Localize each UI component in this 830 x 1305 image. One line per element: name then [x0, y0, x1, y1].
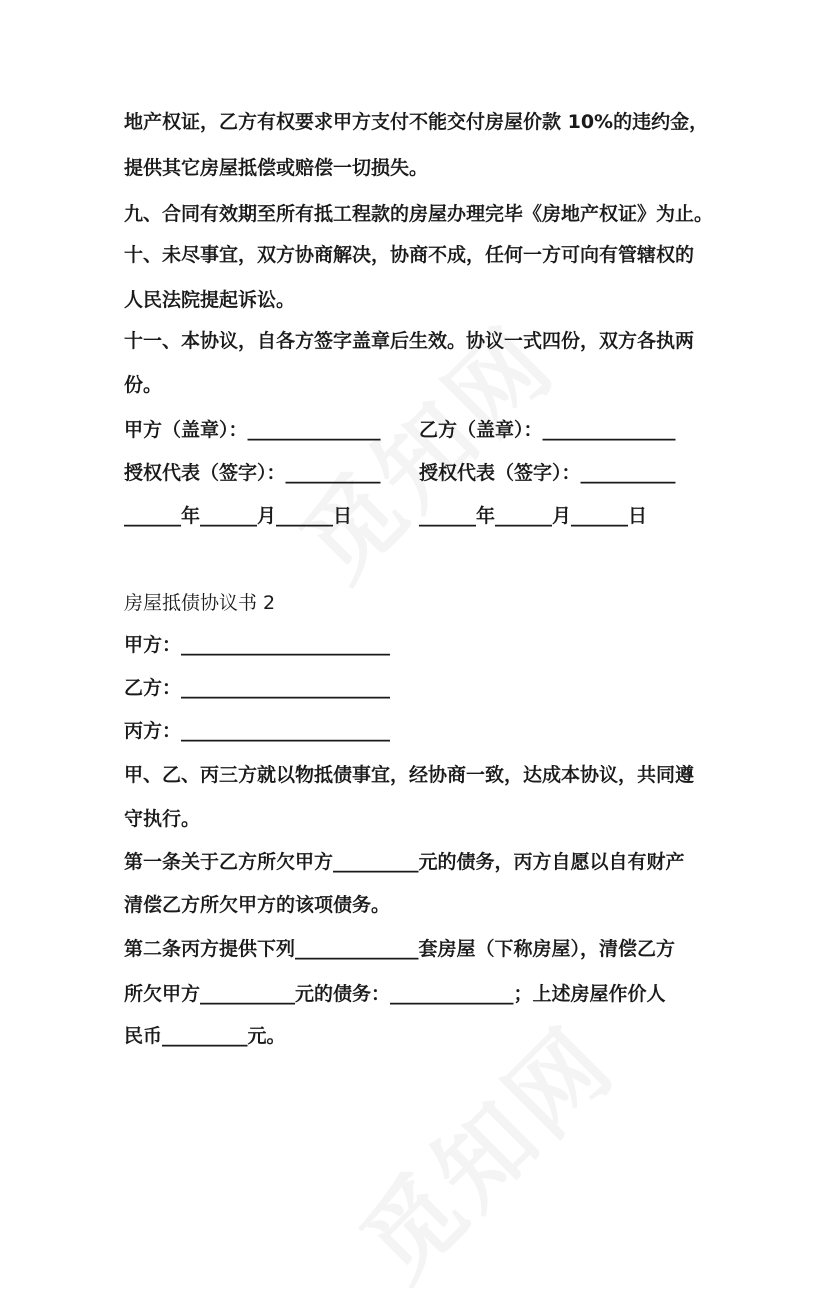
article-2: 第二条丙方提供下列_____________套房屋（下称房屋），清偿乙方	[124, 938, 676, 960]
paragraph-line: 地产权证，乙方有权要求甲方支付不能交付房屋价款 10%的违约金，	[124, 111, 709, 133]
party-a-seal: 甲方（盖章）：______________	[124, 419, 381, 441]
party-a-representative: 授权代表（签字）：__________	[124, 462, 381, 484]
party-b-line: 乙方：______________________	[124, 677, 391, 699]
clause-9: 九、合同有效期至所有抵工程款的房屋办理完毕《房地产权证》为止。	[124, 203, 714, 225]
section-title: 房屋抵债协议书 2	[124, 592, 276, 614]
party-b-date: ______年______月______日	[419, 505, 648, 527]
clause-11: 十一、本协议，自各方签字盖章后生效。协议一式四份，双方各执两	[124, 330, 695, 352]
party-b-representative: 授权代表（签字）：__________	[419, 462, 676, 484]
intro-line: 甲、乙、丙三方就以物抵债事宜，经协商一致，达成本协议，共同遵	[124, 764, 695, 786]
paragraph-line: 民币_________元。	[124, 1025, 286, 1047]
party-a-line: 甲方：______________________	[124, 634, 391, 656]
clause-10: 十、未尽事宜，双方协商解决，协商不成，任何一方可向有管辖权的	[124, 244, 695, 266]
paragraph-line: 守执行。	[124, 808, 201, 830]
party-a-date: ______年______月______日	[124, 505, 353, 527]
paragraph-line: 提供其它房屋抵偿或赔偿一切损失。	[124, 157, 429, 179]
party-b-seal: 乙方（盖章）：______________	[419, 419, 676, 441]
paragraph-line: 人民法院提起诉讼。	[124, 289, 296, 311]
paragraph-line: 清偿乙方所欠甲方的该项债务。	[124, 894, 391, 916]
paragraph-line: 所欠甲方__________元的债务：_____________；上述房屋作价人	[124, 983, 666, 1005]
article-1: 第一条关于乙方所欠甲方_________元的债务，丙方自愿以自有财产	[124, 851, 685, 873]
paragraph-line: 份。	[124, 374, 163, 396]
watermark	[326, 992, 639, 1305]
party-c-line: 丙方：______________________	[124, 720, 391, 742]
